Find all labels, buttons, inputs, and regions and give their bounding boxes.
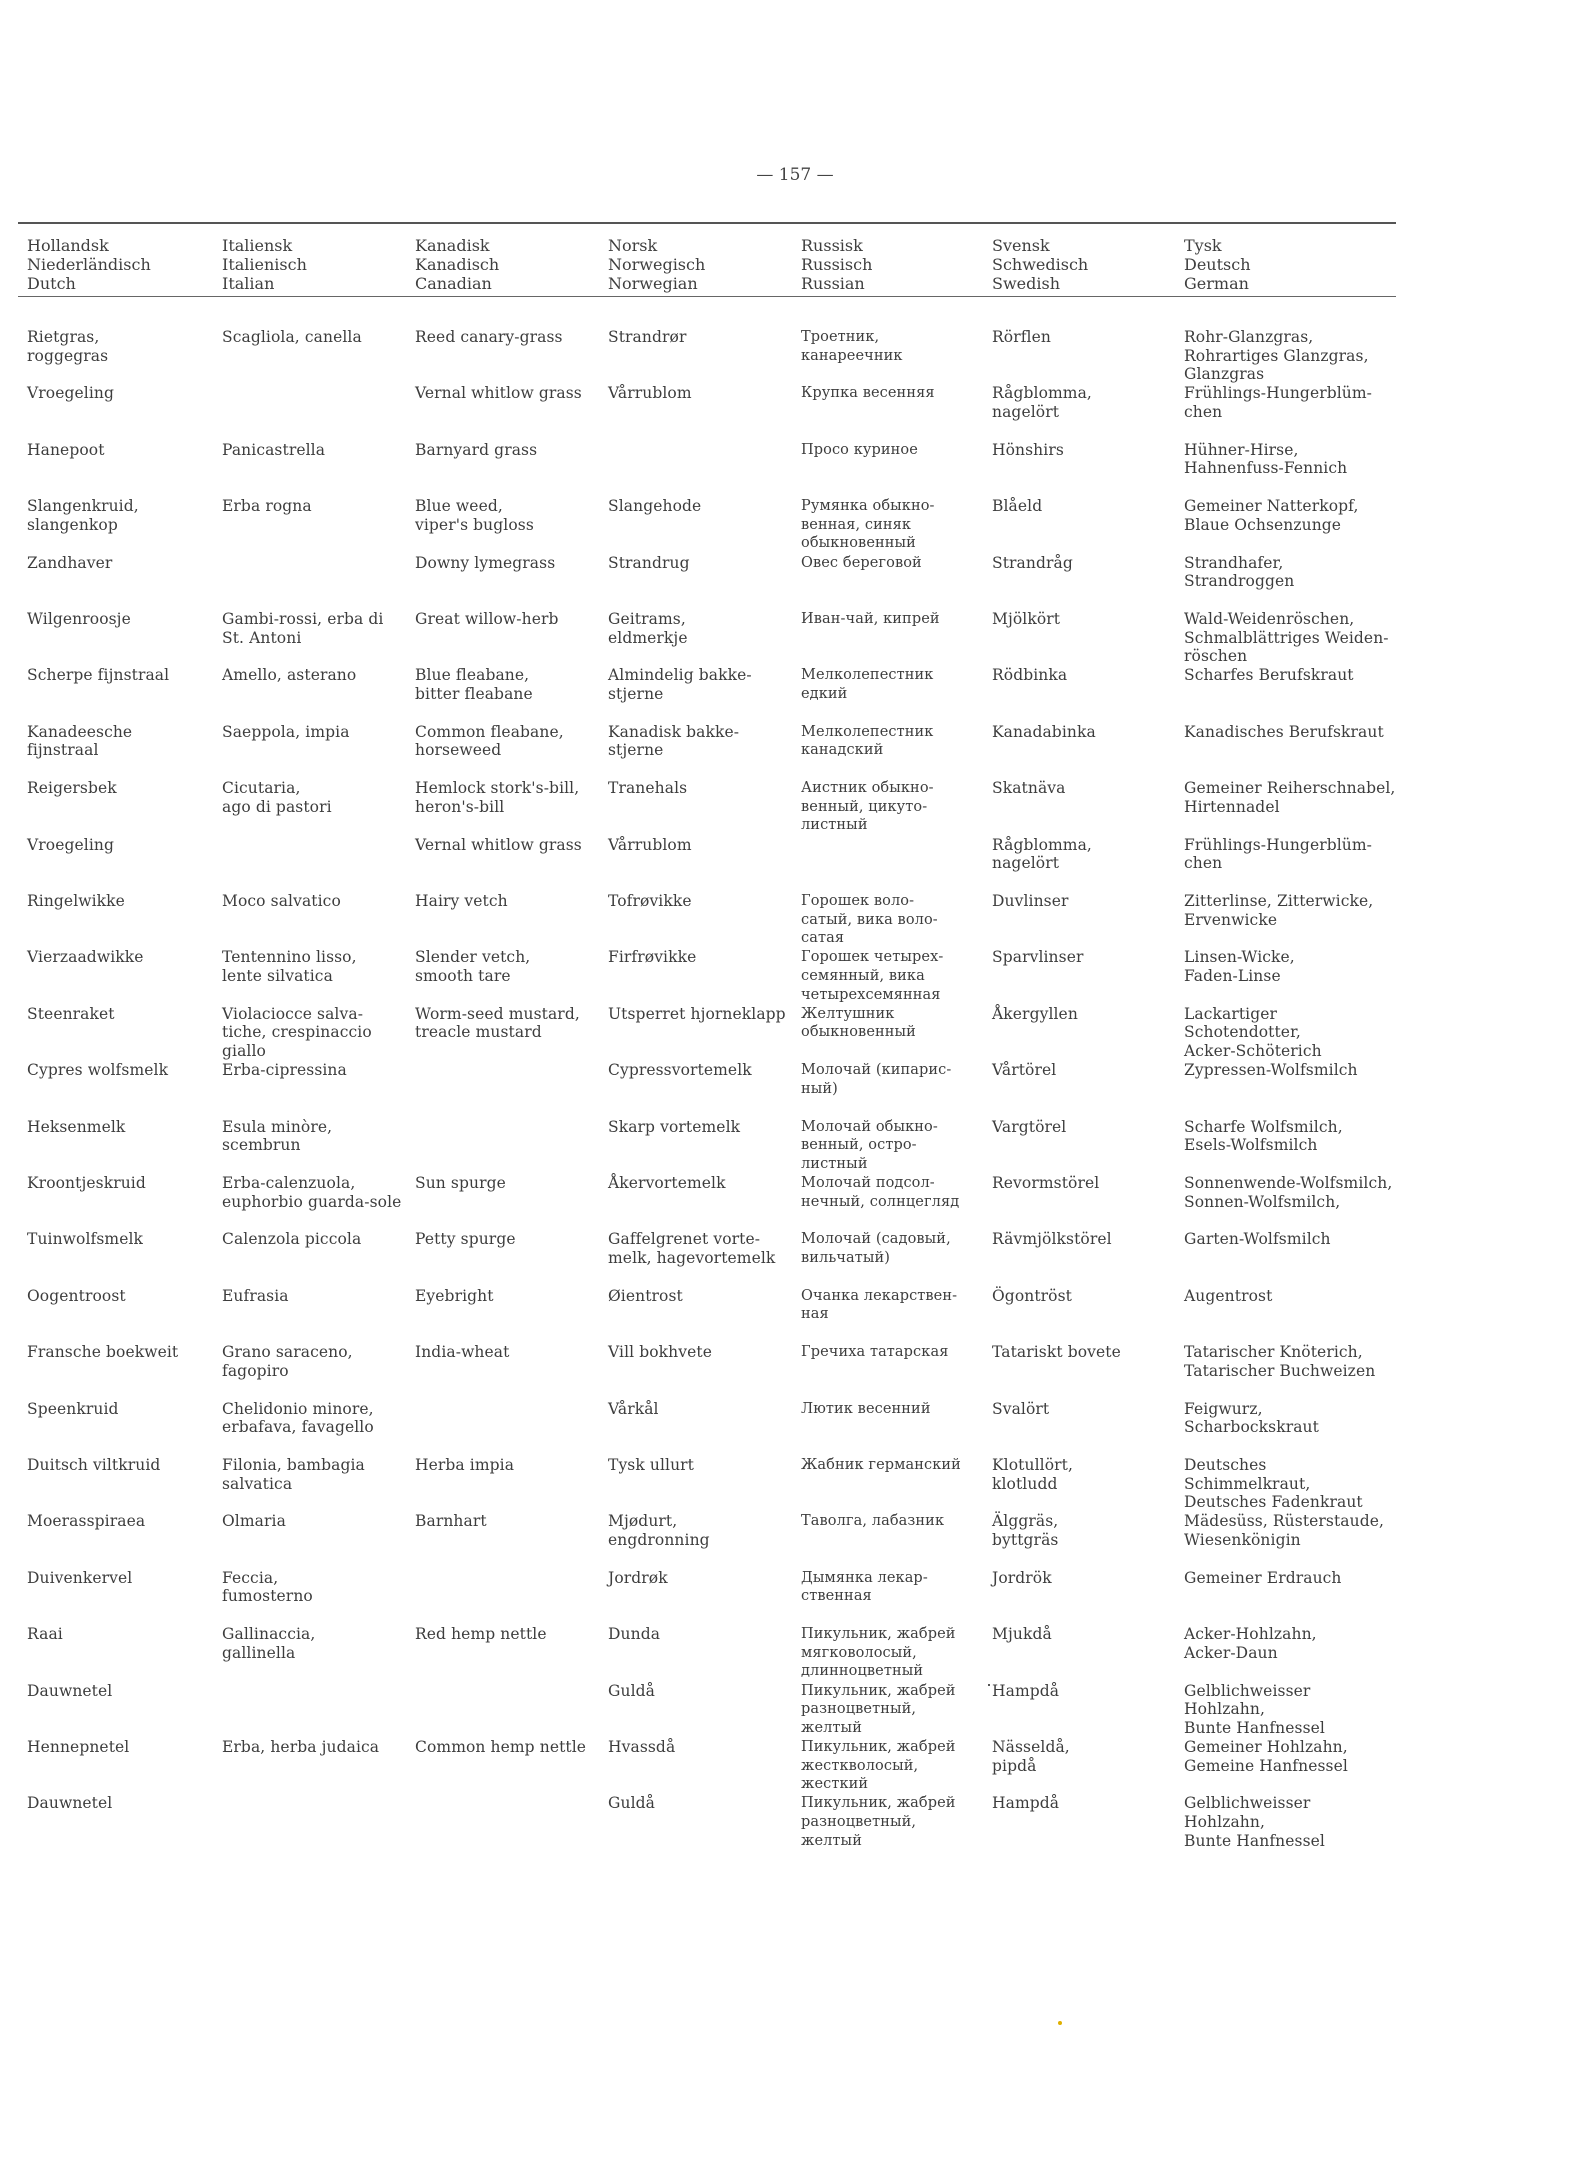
table-cell: Fransche boekweit — [27, 1343, 179, 1362]
table-cell: Cicutaria, ago di pastori — [222, 779, 332, 816]
column-header-line: Deutsch — [1184, 255, 1251, 274]
table-cell: Аистник обыкно- венный, цикуто- листный — [801, 780, 934, 834]
table-row — [18, 1625, 1396, 1681]
table-cell: Rågblomma, nagelört — [992, 384, 1092, 421]
table-cell: Blue fleabane, bitter fleabane — [415, 666, 533, 703]
table-cell: Heksenmelk — [27, 1117, 126, 1136]
table-row — [18, 1287, 1396, 1343]
table-cell: Zypressen-Wolfsmilch — [1184, 1061, 1358, 1080]
table-cell: Guldå — [608, 1681, 655, 1700]
table-cell: Hühner-Hirse, Hahnenfuss-Fennich — [1184, 440, 1348, 478]
table-cell: Пикульник, жабрей мягковолосый, длинноцветный — [801, 1626, 956, 1680]
table-cell: Erba-cipressina — [222, 1061, 347, 1080]
table-cell: Ringelwikke — [27, 892, 125, 910]
table-cell: Jordrøk — [608, 1568, 668, 1587]
table-cell: Scharfe Wolfsmilch, Esels-Wolfsmilch — [1184, 1117, 1343, 1155]
table-cell: Dauwnetel — [27, 1681, 113, 1700]
table-cell: Panicastrella — [222, 440, 326, 459]
table-row — [18, 441, 1396, 497]
table-cell: Гречиха татарская — [801, 1344, 949, 1361]
column-header-line: Swedish — [992, 274, 1060, 293]
table-cell: Hairy vetch — [415, 892, 508, 910]
table-cell: Горошек четырех- семянный, вика четырехсемянная — [801, 949, 944, 1003]
table-cell: Hanepoot — [27, 440, 105, 459]
table-cell: Молочай обыкно- венный, остро- листный — [801, 1118, 938, 1172]
table-cell: Hampdå — [992, 1681, 1060, 1700]
table-cell: Mädesüss, Rüsterstaude, Wiesenkönigin — [1184, 1512, 1385, 1549]
column-header — [27, 236, 151, 293]
table-cell: Åkervortemelk — [608, 1174, 726, 1192]
table-cell: Tatariskt bovete — [992, 1343, 1121, 1362]
table-cell: Herba impia — [415, 1456, 515, 1474]
table-row — [18, 1738, 1396, 1794]
table-cell: Пикульник, жабрей разноцветный, желтый — [801, 1795, 956, 1849]
table-cell: Ögontröst — [992, 1286, 1072, 1305]
table-cell: Желтушник обыкновенный — [801, 1005, 916, 1041]
table-cell: Acker-Hohlzahn, Acker-Daun — [1184, 1625, 1317, 1662]
table-cell: Duitsch viltkruid — [27, 1456, 161, 1474]
table-row — [18, 723, 1396, 779]
table-cell: Duvlinser — [992, 892, 1069, 910]
table-cell: Vargtörel — [992, 1117, 1067, 1136]
table-cell: Gelblichweisser Hohlzahn, Bunte Hanfnessel — [1184, 1794, 1325, 1850]
table-cell: Молочай подсол- нечный, солнцегляд — [801, 1175, 960, 1210]
table-cell: Овес береговой — [801, 554, 922, 571]
table-cell: Mjölkört — [992, 610, 1061, 628]
table-cell: Slangenkruid, slangenkop — [27, 497, 139, 534]
table-cell: Svalört — [992, 1399, 1050, 1418]
table-cell: Feigwurz, Scharbockskraut — [1184, 1399, 1319, 1437]
table-cell: Gaffelgrenet vorte- melk, hagevortemelk — [608, 1230, 776, 1267]
table-row — [18, 892, 1396, 948]
table-cell: Esula minòre, scembrun — [222, 1117, 333, 1155]
table-cell: Speenkruid — [27, 1399, 119, 1418]
table-cell: Skarp vortemelk — [608, 1117, 741, 1136]
table-cell: Таволга, лабазник — [801, 1513, 945, 1530]
table-cell: Frühlings-Hungerblüm- chen — [1184, 835, 1373, 873]
table-cell: Garten-Wolfsmilch — [1184, 1230, 1331, 1249]
table-row — [18, 1118, 1396, 1174]
table-row — [18, 328, 1396, 384]
table-cell: Feccia, fumosterno — [222, 1568, 313, 1606]
table-cell: Deutsches Schimmelkraut, Deutsches Fadenkraut — [1184, 1456, 1363, 1512]
column-header-line: Niederländisch — [27, 255, 151, 274]
table-cell: Øientrost — [608, 1286, 683, 1305]
table-row — [18, 610, 1396, 666]
table-cell: Chelidonio minore, erbafava, favagello — [222, 1399, 374, 1437]
stray-dot — [1058, 2021, 1062, 2025]
table-cell: Steenraket — [27, 1004, 115, 1023]
table-header — [18, 236, 1396, 296]
table-row — [18, 1400, 1396, 1456]
table-cell: Worm-seed mustard, treacle mustard — [415, 1004, 580, 1042]
table-cell: Hönshirs — [992, 440, 1064, 459]
table-cell: Tranehals — [608, 779, 688, 798]
table-cell: Пикульник, жабрей жесткволосый, жесткий — [801, 1739, 956, 1793]
column-header-line: Schwedisch — [992, 255, 1089, 274]
column-header-line: Norwegian — [608, 274, 698, 293]
table-cell: Saeppola, impia — [222, 722, 350, 741]
table-cell: Горошек воло- сатый, вика воло- сатая — [801, 893, 938, 947]
table-cell: Tofrøvikke — [608, 892, 692, 910]
table-cell: Hemlock stork's-bill, heron's-bill — [415, 779, 580, 816]
column-header — [1184, 236, 1251, 293]
table-cell: Erba-calenzuola, euphorbio guarda-sole — [222, 1174, 402, 1211]
table-cell: Grano saraceno, fagopiro — [222, 1343, 353, 1380]
table-cell: Almindelig bakke- stjerne — [608, 666, 752, 703]
table-cell: Erba, herba judaica — [222, 1738, 380, 1756]
table-cell: Kanadeesche fijnstraal — [27, 722, 133, 760]
column-header-line: Tysk — [1184, 236, 1222, 255]
column-header-line: Kanadisk — [415, 236, 490, 255]
table-cell: Sonnenwende-Wolfsmilch, Sonnen-Wolfsmilch, — [1184, 1174, 1393, 1211]
table-cell: Blåeld — [992, 497, 1043, 516]
table-row — [18, 1569, 1396, 1625]
table-cell: Barnyard grass — [415, 440, 538, 459]
table-cell: Frühlings-Hungerblüm- chen — [1184, 384, 1373, 421]
table-cell: Gambi-rossi, erba di St. Antoni — [222, 610, 384, 647]
table-cell: Gemeiner Erdrauch — [1184, 1568, 1342, 1587]
table-cell: Дымянка лекар- ственная — [801, 1569, 928, 1605]
column-header-line: Dutch — [27, 274, 76, 293]
table-cell: Zandhaver — [27, 553, 113, 572]
table-cell: Filonia, bambagia salvatica — [222, 1456, 365, 1493]
table-row — [18, 384, 1396, 440]
table-cell: Augentrost — [1184, 1286, 1273, 1305]
column-header-line: German — [1184, 274, 1249, 293]
table-cell: Пикульник, жабрей разноцветный, желтый — [801, 1682, 956, 1736]
table-cell: Gallinaccia, gallinella — [222, 1625, 316, 1662]
column-header-line: Norwegisch — [608, 255, 706, 274]
column-header-line: Italienisch — [222, 255, 307, 274]
table-cell: Молочай (кипарис- ный) — [801, 1062, 952, 1097]
table-cell: Skatnäva — [992, 779, 1066, 798]
table-cell: Gemeiner Reiherschnabel, Hirtennadel — [1184, 779, 1396, 816]
table-row — [18, 1174, 1396, 1230]
table-cell: Троетник, канареечник — [801, 329, 903, 364]
table-cell: Eyebright — [415, 1286, 494, 1305]
table-top-rule — [18, 222, 1396, 224]
table-cell: Hennepnetel — [27, 1738, 130, 1756]
table-cell: Просо куриное — [801, 441, 918, 458]
column-header-line: Russisk — [801, 236, 863, 255]
table-cell: Red hemp nettle — [415, 1625, 547, 1644]
table-cell: Hampdå — [992, 1794, 1060, 1813]
table-row — [18, 1794, 1396, 1850]
table-cell: Очанка лекарствен- ная — [801, 1287, 958, 1323]
table-cell: Petty spurge — [415, 1230, 516, 1249]
table-cell: Moerasspiraea — [27, 1512, 146, 1531]
table-cell: Kanadabinka — [992, 722, 1096, 741]
table-cell: Downy lymegrass — [415, 553, 556, 572]
table-cell: Strandrug — [608, 553, 690, 572]
table-cell: Rietgras, roggegras — [27, 328, 109, 365]
column-header-line: Russian — [801, 274, 865, 293]
table-cell: Common hemp nettle — [415, 1738, 587, 1756]
table-cell: Tuinwolfsmelk — [27, 1230, 144, 1249]
table-cell: Sparvlinser — [992, 948, 1084, 967]
column-header-line: Hollandsk — [27, 236, 109, 255]
table-cell: Gelblichweisser Hohlzahn, Bunte Hanfnessel — [1184, 1681, 1325, 1737]
table-row — [18, 779, 1396, 835]
table-cell: Tatarischer Knöterich, Tatarischer Buchweizen — [1184, 1343, 1376, 1380]
table-cell: Great willow-herb — [415, 610, 559, 628]
table-cell: Klotullört, klotludd — [992, 1456, 1073, 1493]
table-cell: Rörflen — [992, 328, 1051, 346]
stray-mark — [988, 1684, 990, 1686]
table-cell: India-wheat — [415, 1343, 510, 1362]
table-cell: Wilgenroosje — [27, 610, 131, 628]
column-header-line: Canadian — [415, 274, 492, 293]
table-cell: Barnhart — [415, 1512, 487, 1531]
table-cell: Vierzaadwikke — [27, 948, 144, 967]
column-header-line: Norsk — [608, 236, 658, 255]
table-cell: Strandhafer, Strandroggen — [1184, 553, 1295, 591]
table-cell: Scherpe fijnstraal — [27, 666, 170, 685]
table-cell: Rödbinka — [992, 666, 1068, 685]
table-cell: Румянка обыкно- венная, синяк обыкновенный — [801, 498, 935, 552]
table-cell: Tentennino lisso, lente silvatica — [222, 948, 357, 985]
table-cell: Reed canary-grass — [415, 328, 563, 346]
table-cell: Kanadisches Berufskraut — [1184, 722, 1384, 741]
table-row — [18, 497, 1396, 553]
table-cell: Vårrublom — [608, 835, 692, 854]
table-cell: Rohr-Glanzgras, Rohrartiges Glanzgras, Glanzgras — [1184, 328, 1369, 384]
table-cell: Rågblomma, nagelört — [992, 835, 1092, 873]
table-cell: Erba rogna — [222, 497, 312, 516]
table-cell: Молочай (садовый, вильчатый) — [801, 1231, 951, 1266]
table-cell: Jordrök — [992, 1568, 1052, 1587]
table-cell: Vårkål — [608, 1399, 659, 1418]
table-cell: Scagliola, canella — [222, 328, 362, 346]
table-row — [18, 1061, 1396, 1117]
table-row — [18, 1343, 1396, 1399]
table-cell: Gemeiner Hohlzahn, Gemeine Hanfnessel — [1184, 1738, 1348, 1775]
table-cell: Sun spurge — [415, 1174, 506, 1192]
table-cell: Мелколепестник едкий — [801, 667, 934, 702]
table-cell: Жабник германский — [801, 1457, 961, 1473]
column-header — [608, 236, 705, 293]
table-cell: Hvassdå — [608, 1738, 676, 1756]
table-cell: Лютик весенний — [801, 1400, 931, 1417]
table-row — [18, 948, 1396, 1004]
table-cell: Common fleabane, horseweed — [415, 722, 564, 760]
table-cell: Revormstörel — [992, 1174, 1100, 1192]
table-cell: Kanadisk bakke- stjerne — [608, 722, 740, 760]
table-cell: Vill bokhvete — [608, 1343, 712, 1362]
page-number: — 157 — — [756, 165, 834, 185]
column-header-line: Italiensk — [222, 236, 293, 255]
table-cell: Mjukdå — [992, 1625, 1052, 1644]
column-header-line: Russisch — [801, 255, 873, 274]
column-header-line: Svensk — [992, 236, 1050, 255]
table-row — [18, 554, 1396, 610]
table-cell: Cypres wolfsmelk — [27, 1061, 169, 1080]
table-cell: Duivenkervel — [27, 1568, 133, 1587]
table-row — [18, 836, 1396, 892]
table-cell: Raai — [27, 1625, 63, 1644]
table-cell: Strandrør — [608, 328, 687, 346]
table-cell: Zitterlinse, Zitterwicke, Ervenwicke — [1184, 892, 1374, 929]
table-cell: Vernal whitlow grass — [415, 384, 582, 403]
table-cell: Älggräs, byttgräs — [992, 1512, 1059, 1549]
table-cell: Dunda — [608, 1625, 661, 1644]
table-cell: Guldå — [608, 1794, 655, 1813]
table-cell: Rävmjölkstörel — [992, 1230, 1112, 1249]
column-header — [801, 236, 872, 293]
table-cell: Иван-чай, кипрей — [801, 611, 940, 627]
table-cell: Firfrøvikke — [608, 948, 697, 967]
table-cell: Cypressvortemelk — [608, 1061, 752, 1080]
table-cell: Åkergyllen — [992, 1004, 1078, 1023]
table-cell: Gemeiner Natterkopf, Blaue Ochsenzunge — [1184, 497, 1359, 534]
table-cell: Dauwnetel — [27, 1794, 113, 1813]
table-cell: Blue weed, viper's bugloss — [415, 497, 534, 534]
table-cell: Amello, asterano — [222, 666, 357, 685]
table-cell: Mjødurt, engdronning — [608, 1512, 710, 1549]
table-cell: Nässeldå, pipdå — [992, 1738, 1070, 1775]
table-row — [18, 1512, 1396, 1568]
table-cell: Geitrams, eldmerkje — [608, 610, 688, 647]
table-cell: Linsen-Wicke, Faden-Linse — [1184, 948, 1295, 985]
column-header — [222, 236, 307, 293]
table-cell: Olmaria — [222, 1512, 286, 1531]
table-cell: Vårrublom — [608, 384, 692, 403]
table-cell: Slender vetch, smooth tare — [415, 948, 531, 985]
table-cell: Мелколепестник канадский — [801, 723, 934, 759]
table-cell: Scharfes Berufskraut — [1184, 666, 1354, 685]
column-header-line: Italian — [222, 274, 275, 293]
table-row — [18, 1230, 1396, 1286]
table-cell: Kroontjeskruid — [27, 1174, 146, 1192]
header-rule — [18, 296, 1396, 297]
table-cell: Reigersbek — [27, 779, 117, 798]
table-row — [18, 666, 1396, 722]
table-cell: Tysk ullurt — [608, 1456, 694, 1474]
table-row — [18, 1456, 1396, 1512]
table-cell: Violaciocce salva- tiche, crespinaccio giallo — [222, 1004, 372, 1060]
table-cell: Moco salvatico — [222, 892, 341, 910]
table-cell: Крупка весенняя — [801, 385, 935, 402]
table-cell: Vroegeling — [27, 835, 115, 854]
column-header — [415, 236, 499, 293]
table-cell: Eufrasia — [222, 1286, 289, 1305]
table-cell: Vårtörel — [992, 1061, 1057, 1080]
table-cell: Vroegeling — [27, 384, 115, 403]
table-cell: Utsperret hjorneklapp — [608, 1004, 786, 1023]
column-header-line: Kanadisch — [415, 255, 500, 274]
column-header — [992, 236, 1088, 293]
table-cell: Strandråg — [992, 553, 1073, 572]
table-cell: Vernal whitlow grass — [415, 835, 582, 854]
table-row — [18, 1682, 1396, 1738]
table-cell: Lackartiger Schotendotter, Acker-Schöterich — [1184, 1004, 1322, 1060]
table-cell: Oogentroost — [27, 1286, 126, 1305]
table-cell: Calenzola piccola — [222, 1230, 362, 1249]
table-cell: Slangehode — [608, 497, 702, 516]
table-cell: Wald-Weidenröschen, Schmalblättriges Weiden- röschen — [1184, 610, 1389, 666]
table-row — [18, 1005, 1396, 1061]
